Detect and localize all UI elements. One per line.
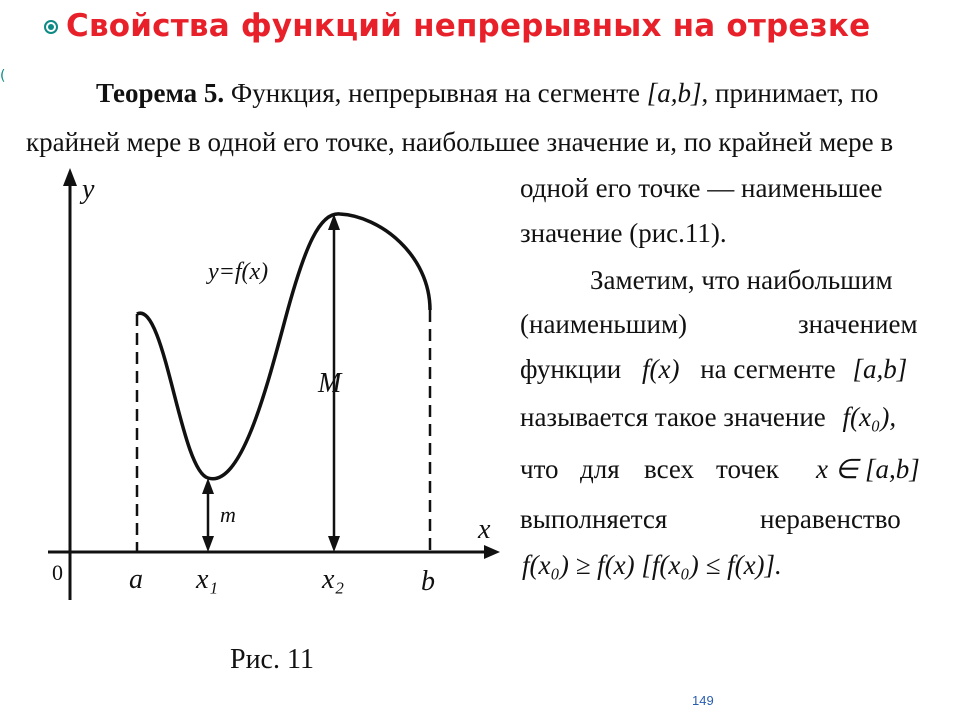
theorem-line-3: одной его точке — наименьшее <box>520 173 883 203</box>
label-function: y=f(x) <box>208 259 269 285</box>
label-origin: 0 <box>52 560 63 585</box>
min-arrow-head-bottom <box>202 536 214 552</box>
note-line-2-left: (наименьшим) <box>520 309 688 339</box>
side-marker: ( <box>0 68 6 84</box>
label-min-m: m <box>220 502 236 527</box>
expr-x-in-ab: x ∈ [a,b] <box>816 454 920 484</box>
label-max-M: M <box>318 368 342 399</box>
label-b: b <box>421 566 435 597</box>
page-number: 149 <box>692 693 714 708</box>
interval-ab: [a,b] <box>646 78 702 108</box>
note-word-function: функции <box>520 354 622 384</box>
note-word-for: для <box>580 454 620 484</box>
note-word-all: всех <box>644 454 695 484</box>
theorem-label: Теорема 5. <box>96 78 225 108</box>
note-line-1: Заметим, что наибольшим <box>590 265 893 295</box>
label-x2: x₂ <box>322 564 345 595</box>
note-line-6-right: неравенство <box>760 504 901 534</box>
theorem-text-1b: , принимает, по <box>701 78 879 108</box>
label-a: a <box>129 564 143 595</box>
figure-caption: Рис. 11 <box>230 644 314 675</box>
x-axis-arrow <box>484 545 500 559</box>
slide-title: Свойства функций непрерывных на отрезке <box>66 8 871 44</box>
note-word-points: точек <box>716 454 779 484</box>
max-arrow-head-bottom <box>328 536 340 552</box>
theorem-line-4: значение (рис.11). <box>520 218 727 248</box>
theorem-line-2: крайней мере в одной его точке, наибольшее значение и, по крайней мере в <box>26 127 894 157</box>
label-x: x <box>478 514 491 545</box>
label-x1: x₁ <box>196 564 219 595</box>
inequality: f(x₀) ≥ f(x) [f(x₀) ≤ f(x)]. <box>522 550 782 580</box>
y-axis-arrow <box>63 168 77 186</box>
label-y: y <box>82 174 95 205</box>
note-line-2-right: значением <box>798 309 918 339</box>
note-line-6-left: выполняется <box>520 504 668 534</box>
note-on-segment: на сегменте <box>700 354 836 384</box>
value-fx0: f(x₀), <box>842 402 897 432</box>
interval-ab-2: [a,b] <box>852 354 908 384</box>
function-curve <box>137 214 430 479</box>
note-word-that: что <box>520 454 559 484</box>
func-fx: f(x) <box>642 354 680 384</box>
note-called-value: называется такое значение <box>520 402 826 432</box>
theorem-text-1: Функция, непрерывная на сегменте <box>230 78 640 108</box>
